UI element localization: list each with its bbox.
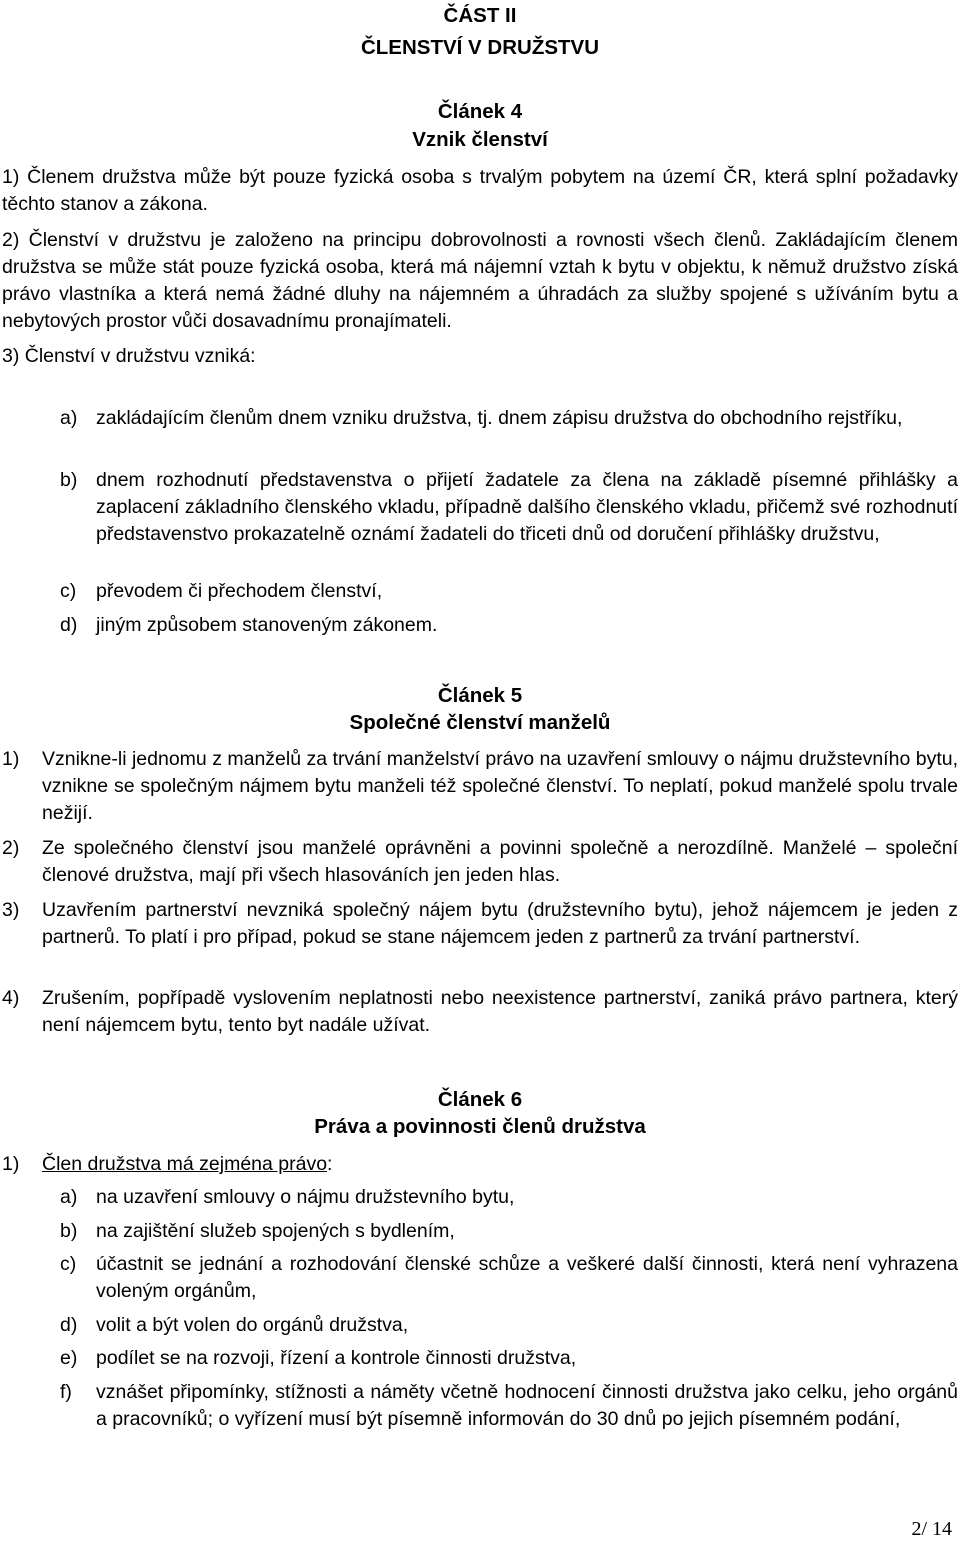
list-item (0, 1379, 958, 1433)
paragraph-number: 2) (2, 229, 20, 251)
item-text: převodem či přechodem členství, (96, 580, 383, 602)
item-text: podílet se na rozvoji, řízení a kontrole činnosti družstva, (96, 1347, 577, 1369)
paragraph-text: Vznikne-li jednomu z manželů za trvání manželství právo na uzavření smlouvy o nájmu družstevního bytu, vznikne se společným nájmem bytu manželi též společné členství. To neplatí, pokud manželé spolu trvale nežijí. (42, 748, 958, 824)
paragraph-number: 1) (2, 166, 20, 188)
paragraph-text: Člen družstva má zejména právo (42, 1153, 328, 1175)
article-4-paragraph-3 (0, 343, 958, 370)
paragraph-number: 3) (2, 899, 20, 921)
item-text: jiným způsobem stanoveným zákonem. (96, 614, 438, 636)
list-item (0, 1312, 958, 1339)
paragraph-number: 1) (2, 748, 20, 770)
item-label: d) (60, 614, 78, 636)
colon: : (327, 1153, 333, 1175)
paragraph-number: 1) (2, 1153, 20, 1175)
article-4-number: Článek 4 (437, 100, 523, 123)
item-label: a) (60, 407, 78, 429)
article-6-paragraph-1 (0, 1151, 958, 1178)
item-label: c) (60, 580, 77, 602)
article-6-title: Práva a povinnosti členů družstva (314, 1115, 646, 1138)
list-item (0, 612, 958, 639)
list-item (0, 1218, 958, 1245)
article-4-paragraph-1 (0, 164, 958, 218)
article-5-paragraph-1 (0, 746, 958, 827)
paragraph-number: 2) (2, 837, 20, 859)
paragraph-text: Členství v družstvu vzniká: (24, 345, 256, 367)
list-item (0, 1345, 958, 1372)
article-6-number: Článek 6 (437, 1088, 523, 1111)
paragraph-number: 4) (2, 987, 20, 1009)
paragraph-text: Členem družstva může být pouze fyzická osoba s trvalým pobytem na území ČR, která splní požadavky těchto stanov a zákona. (2, 166, 958, 215)
paragraph-number: 3) (2, 345, 20, 367)
list-item (0, 1184, 958, 1211)
item-label: f) (60, 1381, 72, 1403)
item-text: dnem rozhodnutí představenstva o přijetí žadatele za člena na základě písemné přihlášky a zaplacení základního členského vkladu, případně dalšího členského vkladu, přičemž své rozhodnutí představenstvo prokazatelně oznámí žadateli do třiceti dnů od doručení přihlášky družstvu, (96, 469, 958, 545)
item-label: b) (60, 469, 78, 491)
part-title: ČLENSTVÍ V DRUŽSTVU (360, 36, 600, 59)
item-label: b) (60, 1220, 78, 1242)
item-label: c) (60, 1253, 77, 1275)
item-text: volit a být volen do orgánů družstva, (96, 1314, 409, 1336)
item-text: zakládajícím členům dnem vzniku družstva, tj. dnem zápisu družstva do obchodního rejstříku, (96, 407, 903, 429)
paragraph-text: Zrušením, popřípadě vyslovením neplatnosti nebo neexistence partnerství, zaniká právo partnera, který není nájemcem bytu, tento byt nadále užívat. (42, 987, 958, 1036)
part-label: ČÁST II (443, 4, 517, 27)
article-5-paragraph-4 (0, 985, 958, 1039)
paragraph-text: Členství v družstvu je založeno na principu dobrovolnosti a rovnosti všech členů. (28, 229, 766, 251)
list-item (0, 578, 958, 605)
article-5-paragraph-3 (0, 897, 958, 951)
list-item (0, 405, 958, 432)
article-5-paragraph-2 (0, 835, 958, 889)
article-4-paragraph-2 (0, 227, 958, 335)
list-item (0, 1251, 958, 1305)
article-5-number: Článek 5 (437, 684, 523, 707)
item-text: vznášet připomínky, stížnosti a náměty včetně hodnocení činnosti družstva jako celku, jeho orgánů a pracovníků; o vyřízení musí být písemně informován do 30 dnů po jejich písemném podání, (96, 1381, 958, 1430)
paragraph-text: Uzavřením partnerství nevzniká společný nájem bytu (družstevního bytu), jehož nájemcem je jeden z partnerů. To platí i pro případ, pokud se stane nájemcem jeden z partnerů za trvání partnerství. (42, 899, 958, 948)
article-5-title: Společné členství manželů (349, 711, 611, 734)
paragraph-text: Ze společného členství jsou manželé oprávněni a povinni společně a nerozdílně. Manželé – společní členové družstva, mají při všech hlasováních jen jeden hlas. (42, 837, 958, 886)
item-text: na uzavření smlouvy o nájmu družstevního bytu, (96, 1186, 515, 1208)
list-item (0, 467, 958, 548)
item-label: e) (60, 1347, 78, 1369)
paragraph-text-continued: Zakládajícím členem družstva se může stát pouze fyzická osoba, která má nájemní vztah k bytu v objektu, k němuž družstvo získá právo vlastníka a která nemá žádné dluhy na nájemném a úhradách za služby spojené s užíváním bytu a nebytových prostor vůči dosavadnímu pronajímateli. (2, 229, 958, 332)
page-number: 2/ 14 (911, 1518, 952, 1540)
item-text: účastnit se jednání a rozhodování členské schůze a veškeré další činnosti, která není vyhrazena voleným orgánům, (96, 1253, 958, 1302)
item-label: a) (60, 1186, 78, 1208)
article-4-title: Vznik členství (412, 128, 548, 151)
item-text: na zajištění služeb spojených s bydlením, (96, 1220, 455, 1242)
item-label: d) (60, 1314, 78, 1336)
